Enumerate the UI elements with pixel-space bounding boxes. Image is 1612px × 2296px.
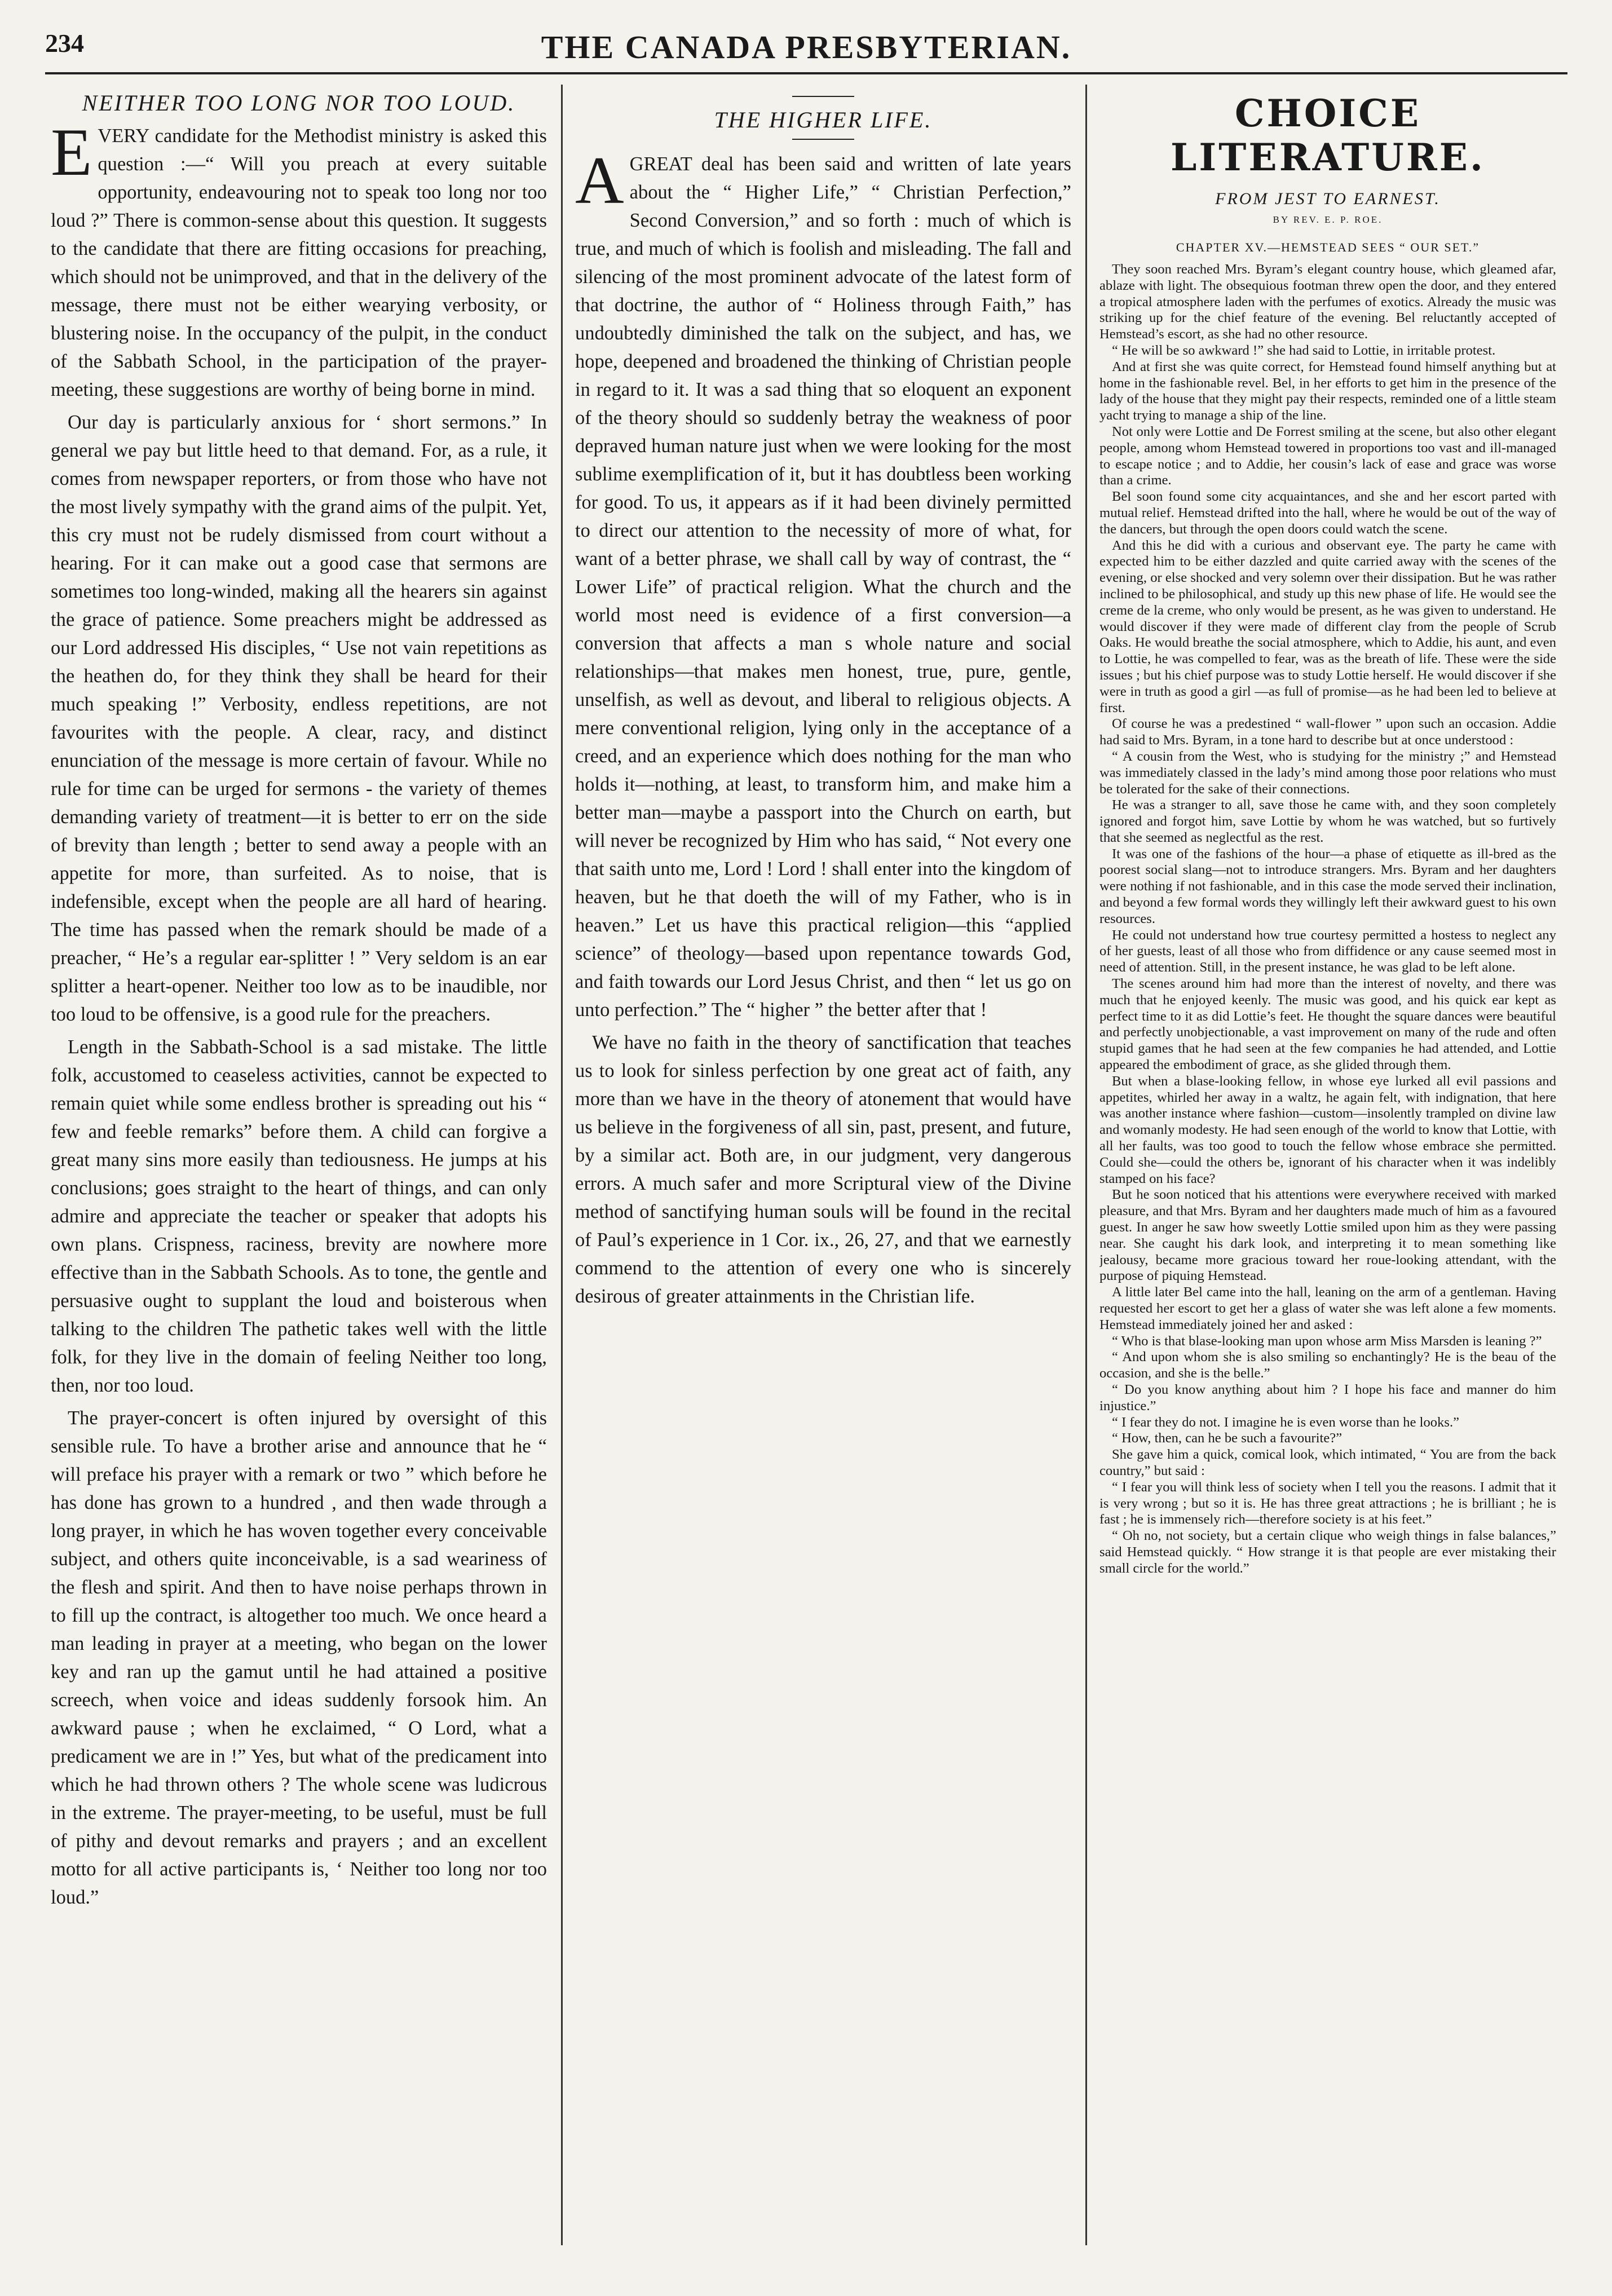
section-rule [792, 96, 854, 97]
story-paragraph: Bel soon found some city acquaintances, and she and her escort parted with mutual relief. Hemstead drifted into the hall, where he would be out of the way of the dancers, but through the open doors could watch the scene. [1099, 489, 1556, 537]
page-number: 234 [45, 29, 84, 58]
section-rule [792, 139, 854, 140]
section-title: CHOICE LITERATURE. [1171, 91, 1485, 179]
article-paragraph: AGREAT deal has been said and written of late years about the “ Higher Life,” “ Christian Perfection,” Second Conversion,” and so forth : much of which is true, and much of which is foolish and misleading. The fall and silencing of the most prominent advocate of the latest form of that doctrine, the author of “ Holiness through Faith,” has undoubtedly diminished the talk on the subject, and has, we hope, deepened and broadened the thinking of Christian people in regard to it. It was a sad thing that so eloquent an exponent of the theory should so suddenly betray the weakness of poor depraved human nature just when we were looking for the most sublime exemplification of it, but it has doubtless been working for good. To us, it appears as if it had been divinely permitted to direct our attention to the necessity of more of what, for want of a better phrase, we shall call by way of contrast, the “ Lower Life” of practical religion. What the church and the world most need is evidence of a first conversion—a conversion that affects a man s whole nature and social relationships—that makes men honest, true, pure, gentle, unselfish, as well as devout, and liberal to religious objects. A mere conventional religion, lying only in the acceptance of a creed, and an experience which does nothing for the man who holds it—nothing, at least, to transform him, and make him a better man—maybe a passport into the Church on earth, but will never be recognized by Him who has said, “ Not every one that saith unto me, Lord ! Lord ! shall enter into the kingdom of heaven, but he that doeth the will of my Father, who is in heaven.” Let us have this practical religion—this “applied science” of theology—based upon repentance towards God, and faith towards our Lord Jesus Christ, and then “ let us go on unto perfection.” The “ higher ” the better after that ! [575, 143, 1071, 1021]
drop-cap: A [575, 143, 624, 218]
story-paragraph: They soon reached Mrs. Byram’s elegant country house, which gleamed afar, ablaze with light. The obsequious footman threw open the door, and they entered a tropical atmosphere laden with the perfumes of exotics. Already the music was striking up for the chief feature of the evening. Bel reluctantly accepted of Hemstead’s escort, as she had no other resource. [1099, 262, 1556, 342]
story-paragraph: He could not understand how true courtesy permitted a hostess to neglect any of her guests, least of all those who from diffidence or any cause seemed most in need of attention. Still, in the present instance, he was glad to be left alone. [1099, 927, 1556, 975]
story-title: FROM JEST TO EARNEST. [1215, 189, 1441, 208]
story-paragraph: “ Oh no, not society, but a certain clique who weigh things in false balances,” said Hemstead quickly. “ How strange it is that people are ever mistaking their small circle for the world.” [1099, 1528, 1556, 1576]
article-paragraph: The prayer-concert is often injured by oversight of this sensible rule. To have a brother arise and announce that he “ will preface his prayer with a remark or two ” which before he has done has grown to a hundred , and then wade through a long prayer, in which he has woven together every conceivable subject, and others quite inconceivable, is a sad weariness of the flesh and spirit. And then to have noise perhaps thrown in to fill up the contract, is altogether too much. We once heard a man leading in prayer at a meeting, who began on the lower key and ran up the gamut until he had attained a positive screech, when voice and ideas suddenly forsook him. An awkward pause ; when he exclaimed, “ O Lord, what a predicament we are in !” Yes, but what of the predicament into which he had thrown others ? The whole scene was ludicrous in the extreme. The prayer-meeting, to be useful, must be full of pithy and devout remarks and prayers ; and an excellent motto for all active participants is, ‘ Neither too long nor too loud.” [51, 1407, 547, 1908]
story-paragraph: “ A cousin from the West, who is studying for the ministry ;” and Hemstead was immediately classed in the lady’s mind among those poor relations who must be tolerated for the sake of their connections. [1099, 748, 1556, 797]
article-paragraph: Our day is particularly anxious for ‘ short sermons.” In general we pay but little heed to that demand. For, as a rule, it comes from newspaper reporters, or from those who have not the most lively sympathy with the grand aims of the pulpit. Yet, this cry must not be rudely dismissed from court without a hearing. For it can make out a good case that sermons are sometimes too long-winded, making all the hearers sin against the grace of patience. Some preachers might be addressed as our Lord addressed His disciples, “ Use not vain repetitions as the heathen do, for they think they shall be heard for their much speaking !” Verbosity, endless repetitions, are not favourites with the people. A clear, racy, and distinct enunciation of the message is more certain of favour. While no rule for time can be urged for sermons - the variety of themes demanding variety of treatment—it is better to err on the side of brevity than length ; better to send away a people with an appetite for more, than surfeited. As to noise, that is indefensible, except when the people are all hard of hearing. The time has passed when the remark should be made of a preacher, “ He’s a regular ear-splitter ! ” Very seldom is an ear splitter a heart-opener. Neither too low as to be inaudible, nor too loud to be offensive, is a good rule for the preachers. [51, 412, 547, 1025]
masthead-title: THE CANADA PRESBYTERIAN. [541, 29, 1072, 65]
story-paragraph: “ I fear they do not. I imagine he is even worse than he looks.” [1112, 1414, 1460, 1430]
story-paragraph: He was a stranger to all, save those he came with, and they soon completely ignored and forgot him, save Lottie by whom he was watched, but so furtively that she seemed as neglectful as the rest. [1099, 797, 1556, 845]
story-paragraph: The scenes around him had more than the interest of novelty, and there was much that he enjoyed keenly. The music was good, and his quick ear kept as perfect time to it as did Lottie’s feet. He thought the square dances were beautiful and perfectly unobjectionable, a vast improvement on many of the rude and often stupid games that he had seen at the few companies he had attended, and Lottie appeared the embodiment of grace, as she glided through them. [1099, 976, 1556, 1073]
story-paragraph: A little later Bel came into the hall, leaning on the arm of a gentleman. Having requested her escort to get her a glass of water she was left alone a few moments. Hemstead immediately joined her and asked : [1099, 1284, 1556, 1332]
story-paragraph: It was one of the fashions of the hour—a phase of etiquette as ill-bred as the poorest social slang—not to introduce strangers. Mrs. Byram and her daughters were nothing if not fashionable, and in this case the mode served their inclination, and beyond a few formal words they willingly left their awkward guest to his own resources. [1099, 846, 1556, 926]
article-title: THE HIGHER LIFE. [714, 107, 933, 133]
column-divider [561, 85, 563, 2245]
story-paragraph: “ Do you know anything about him ? I hope his face and manner do him injustice.” [1099, 1381, 1556, 1414]
story-paragraph: But when a blase-looking fellow, in whose eye lurked all evil passions and appetites, whirled her away in a waltz, he again felt, with indignation, that here was another instance where fashion—custom—insolently trampled on divine law and womanly modesty. He had seen enough of the world to know that Lottie, with all her faults, was too good to touch the fellow whose embrace she permitted. Could she—could the others be, ignorant of his character when it was indelibly stamped on his face? [1099, 1073, 1556, 1186]
chapter-heading: CHAPTER XV.—HEMSTEAD SEES “ OUR SET.” [1176, 240, 1480, 254]
column-left [51, 85, 547, 2245]
article-paragraph: Length in the Sabbath-School is a sad mistake. The little folk, accustomed to ceaseless activities, cannot be expected to remain quiet while some endless brother is spreading out his “ few and feeble remarks” before them. A child can forgive a great many sins more easily than tediousness. He jumps at his conclusions; goes straight to the heart of things, and can only admire and appreciate the teacher or speaker that adopts his own plans. Crispness, raciness, brevity are nowhere more effective than in the Sabbath Schools. As to tone, the gentle and persuasive ought to supplant the loud and boisterous when talking to the children The pathetic takes well with the little folk, for they live in the domain of feeling Neither too long, then, nor too loud. [51, 1036, 547, 1396]
article-title: NEITHER TOO LONG NOR TOO LOUD. [82, 90, 516, 116]
story-body [1099, 262, 1556, 1577]
page-header [45, 28, 1567, 65]
byline: BY REV. E. P. ROE. [1273, 214, 1383, 225]
header-rule [45, 72, 1567, 74]
column-middle [575, 85, 1071, 2245]
article-paragraph: EVERY candidate for the Methodist ministry is asked this question :—“ Will you preach at every suitable opportunity, endeavouring not to speak too long nor too loud ?” There is common-sense about this question. It suggests to the candidate that there are fitting occasions for preaching, which should not be unimproved, and that in the delivery of the message, there must not be either wearying verbosity, or blustering noise. In the occupancy of the pulpit, in the conduct of the Sabbath School, in the participation of the prayer-meeting, these suggestions are worthy of being borne in mind. [51, 114, 547, 400]
story-paragraph: And this he did with a curious and observant eye. The party he came with expected him to be either dazzled and quite carried away with the scenes of the evening, or else shocked and very solemn over their dissipation. But he was rather inclined to be philosophical, and study up this new phase of life. He would see the creme de la creme, who only would be present, as he was given to understand. He would discover if they were made of different clay from the people of Scrub Oaks. He would breathe the social atmosphere, which to Addie, his aunt, and even to Lottie, he was compelled to fear, was as the breath of life. These were the side issues ; but his chief purpose was to study Lottie herself. He would discover if she were in truth as good a girl —as full of promise—as he had been led to believe at first. [1099, 537, 1556, 716]
story-paragraph: And at first she was quite correct, for Hemstead found himself anything but at home in the fashionable revel. Bel, in her efforts to get him in the presence of the lady of the house that they might pay their respects, reminded one of a little steam yacht trying to manage a ship of the line. [1099, 359, 1556, 423]
story-paragraph: Of course he was a predestined “ wall-flower ” upon such an occasion. Addie had said to Mrs. Byram, in a tone hard to describe but at once understood : [1099, 716, 1556, 748]
story-paragraph: “ I fear you will think less of society when I tell you the reasons. I admit that it is very wrong ; but so it is. He has three great attractions ; he is brilliant ; he is fast ; he is immensely rich—therefore society is at his feet.” [1099, 1479, 1556, 1527]
column-right [1099, 85, 1556, 2245]
column-divider [1085, 85, 1087, 2245]
story-paragraph: “ And upon whom she is also smiling so enchantingly? He is the beau of the occasion, and she is the belle.” [1099, 1349, 1556, 1381]
story-paragraph: But he soon noticed that his attentions were everywhere received with marked pleasure, and that Mrs. Byram and her daughters made much of him as a favoured guest. In anger he saw how sweetly Lottie smiled upon him as they were passing near. She caught his dark look, and interpreting it to mean something like jealousy, became more gracious toward her roue-looking attendant, with the purpose of piquing Hemstead. [1099, 1187, 1556, 1284]
story-paragraph: “ How, then, can he be such a favourite?” [1112, 1430, 1342, 1446]
story-paragraph: “ He will be so awkward !” she had said to Lottie, in irritable protest. [1112, 342, 1496, 358]
article-paragraph: We have no faith in the theory of sanctification that teaches us to look for sinless perfection by one great act of faith, any more than we have in the theory of atonement that would have us believe in the forgiveness of all sin, past, present, and future, by a similar act. Both are, in our judgment, very dangerous errors. A much safer and more Scriptural view of the Divine method of sanctifying human souls will be found in the recital of Paul’s experience in 1 Cor. ix., 26, 27, and that we earnestly commend to the attention of every one who is sincerely desirous of greater attainments in the Christian life. [575, 1032, 1071, 1307]
story-paragraph: She gave him a quick, comical look, which intimated, “ You are from the back country,” but said : [1099, 1447, 1556, 1478]
story-paragraph: Not only were Lottie and De Forrest smiling at the scene, but also other elegant people, among whom Hemstead towered in proportions too vast and ill-managed to escape notice ; and to Addie, her cousin’s lack of ease and grace was worse than a crime. [1099, 423, 1556, 488]
story-paragraph: “ Who is that blase-looking man upon whose arm Miss Marsden is leaning ?” [1112, 1333, 1542, 1349]
drop-cap: E [51, 114, 92, 189]
